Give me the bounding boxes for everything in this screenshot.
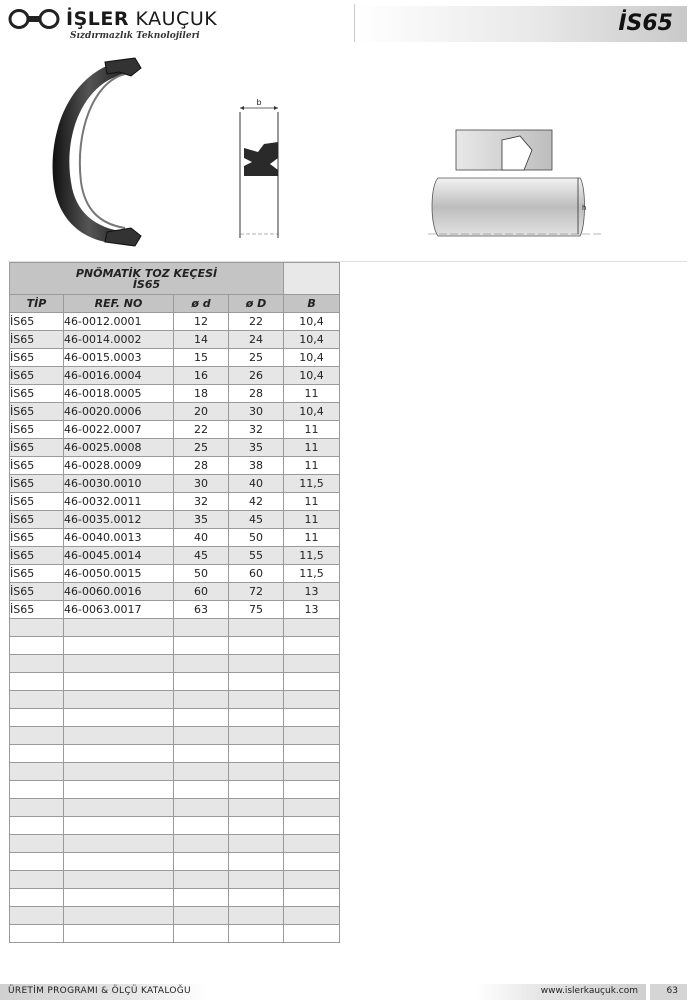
cell-inner-diameter: 40 [174, 529, 229, 547]
cell-inner-diameter: 50 [174, 565, 229, 583]
cell-inner-diameter [174, 889, 229, 907]
cell-inner-diameter [174, 691, 229, 709]
cell-ref-no [64, 673, 174, 691]
cell-tip [10, 925, 64, 943]
cell-ref-no [64, 763, 174, 781]
col-header-inner-diameter: ø d [174, 295, 229, 313]
cell-tip: İS65 [10, 547, 64, 565]
technical-drawings [0, 48, 695, 260]
table-row [10, 403, 340, 421]
cell-ref-no [64, 799, 174, 817]
page-header [0, 0, 695, 48]
cell-inner-diameter [174, 709, 229, 727]
table-title-line1: PNÖMATİK TOZ KEÇESİ [75, 266, 218, 280]
cell-ref-no [64, 691, 174, 709]
cell-inner-diameter: 18 [174, 385, 229, 403]
cell-tip [10, 907, 64, 925]
cell-width [284, 619, 340, 637]
table-title [10, 263, 284, 295]
cell-width [284, 853, 340, 871]
cell-width [284, 745, 340, 763]
table-row [10, 493, 340, 511]
cell-inner-diameter [174, 745, 229, 763]
cell-tip [10, 691, 64, 709]
cell-inner-diameter [174, 853, 229, 871]
seal-cross-section [230, 98, 290, 243]
table-row [10, 367, 340, 385]
brand-name [66, 8, 217, 30]
cell-tip [10, 709, 64, 727]
cell-tip: İS65 [10, 583, 64, 601]
table-row [10, 601, 340, 619]
cell-ref-no [64, 781, 174, 799]
product-code: İS65 [618, 11, 673, 36]
cell-tip [10, 889, 64, 907]
cell-width: 13 [284, 583, 340, 601]
table-row-empty [10, 889, 340, 907]
cell-width: 10,4 [284, 367, 340, 385]
cell-width: 10,4 [284, 313, 340, 331]
cell-inner-diameter [174, 655, 229, 673]
cell-tip [10, 835, 64, 853]
cell-tip [10, 781, 64, 799]
table-row [10, 331, 340, 349]
cell-inner-diameter: 30 [174, 475, 229, 493]
table-row-empty [10, 817, 340, 835]
table-row-empty [10, 619, 340, 637]
cell-ref-no: 46-0020.0006 [64, 403, 174, 421]
cell-width: 11 [284, 385, 340, 403]
cell-tip: İS65 [10, 601, 64, 619]
cell-outer-diameter [229, 709, 284, 727]
cell-tip [10, 871, 64, 889]
cell-outer-diameter [229, 655, 284, 673]
seal-installation-view [420, 126, 605, 241]
cell-outer-diameter [229, 691, 284, 709]
cell-tip [10, 817, 64, 835]
table-row-empty [10, 727, 340, 745]
cell-outer-diameter: 32 [229, 421, 284, 439]
footer-website-link[interactable]: www.islerkauçuk.com [540, 986, 638, 996]
cell-width: 11 [284, 529, 340, 547]
cell-width [284, 637, 340, 655]
cell-tip [10, 655, 64, 673]
brand-tagline: Sızdırmazlık Teknolojileri [70, 31, 200, 41]
footer-catalog-label [0, 984, 208, 1000]
brand-name-rest: KAUÇUK [135, 8, 218, 30]
cell-outer-diameter [229, 817, 284, 835]
table-row-empty [10, 907, 340, 925]
table-row [10, 475, 340, 493]
table-row-empty [10, 853, 340, 871]
cell-outer-diameter: 50 [229, 529, 284, 547]
cell-inner-diameter: 12 [174, 313, 229, 331]
cell-width: 10,4 [284, 403, 340, 421]
table-row-empty [10, 673, 340, 691]
cell-ref-no [64, 907, 174, 925]
cell-ref-no [64, 853, 174, 871]
cell-inner-diameter: 14 [174, 331, 229, 349]
table-row [10, 583, 340, 601]
cell-inner-diameter: 32 [174, 493, 229, 511]
cell-outer-diameter: 75 [229, 601, 284, 619]
cell-width [284, 817, 340, 835]
dim-label-h: h [582, 204, 587, 212]
cell-width [284, 907, 340, 925]
cell-tip: İS65 [10, 439, 64, 457]
cell-inner-diameter: 35 [174, 511, 229, 529]
cell-ref-no [64, 709, 174, 727]
cell-inner-diameter [174, 817, 229, 835]
cell-ref-no [64, 745, 174, 763]
cell-outer-diameter [229, 871, 284, 889]
table-row-empty [10, 763, 340, 781]
col-header-ref-no: REF. NO [64, 295, 174, 313]
cell-width: 10,4 [284, 331, 340, 349]
table-row-empty [10, 835, 340, 853]
cell-inner-diameter [174, 871, 229, 889]
table-body [10, 313, 340, 943]
cell-outer-diameter [229, 727, 284, 745]
brand-name-bold: İŞLER [66, 8, 129, 30]
cell-outer-diameter: 26 [229, 367, 284, 385]
cell-ref-no: 46-0030.0010 [64, 475, 174, 493]
cell-outer-diameter [229, 889, 284, 907]
cell-width: 11 [284, 493, 340, 511]
page-number: 63 [666, 986, 678, 996]
cell-tip [10, 727, 64, 745]
cell-inner-diameter: 16 [174, 367, 229, 385]
col-header-tip: TİP [10, 295, 64, 313]
table-row [10, 529, 340, 547]
cell-outer-diameter: 25 [229, 349, 284, 367]
company-logo [8, 6, 348, 42]
cell-ref-no [64, 655, 174, 673]
table-row-empty [10, 745, 340, 763]
cell-width: 11,5 [284, 547, 340, 565]
table-row [10, 439, 340, 457]
cell-ref-no: 46-0025.0008 [64, 439, 174, 457]
cell-width [284, 763, 340, 781]
cell-tip [10, 799, 64, 817]
table-row [10, 421, 340, 439]
cell-inner-diameter [174, 619, 229, 637]
cell-outer-diameter [229, 799, 284, 817]
cell-tip: İS65 [10, 349, 64, 367]
cell-tip: İS65 [10, 331, 64, 349]
cell-ref-no [64, 889, 174, 907]
table-row-empty [10, 781, 340, 799]
table-title-line2: İS65 [132, 277, 161, 291]
cell-tip: İS65 [10, 493, 64, 511]
cell-width [284, 799, 340, 817]
cell-outer-diameter: 22 [229, 313, 284, 331]
cell-inner-diameter: 22 [174, 421, 229, 439]
cell-width [284, 673, 340, 691]
cell-inner-diameter [174, 673, 229, 691]
cell-ref-no: 46-0045.0014 [64, 547, 174, 565]
table-row [10, 457, 340, 475]
cell-outer-diameter: 45 [229, 511, 284, 529]
cell-inner-diameter [174, 799, 229, 817]
cell-tip [10, 619, 64, 637]
cell-inner-diameter [174, 763, 229, 781]
table-header-row [10, 295, 340, 313]
cell-outer-diameter: 42 [229, 493, 284, 511]
cell-ref-no: 46-0016.0004 [64, 367, 174, 385]
table-row [10, 349, 340, 367]
cell-inner-diameter [174, 925, 229, 943]
cell-ref-no: 46-0018.0005 [64, 385, 174, 403]
cell-inner-diameter: 28 [174, 457, 229, 475]
cell-width [284, 925, 340, 943]
cell-tip: İS65 [10, 475, 64, 493]
cell-ref-no: 46-0060.0016 [64, 583, 174, 601]
cell-inner-diameter: 25 [174, 439, 229, 457]
cell-outer-diameter: 24 [229, 331, 284, 349]
dim-label-b: b [256, 98, 262, 107]
cell-ref-no: 46-0035.0012 [64, 511, 174, 529]
cell-width: 13 [284, 601, 340, 619]
cell-outer-diameter: 55 [229, 547, 284, 565]
cell-width [284, 727, 340, 745]
table-row-empty [10, 637, 340, 655]
cell-tip: İS65 [10, 367, 64, 385]
cell-ref-no [64, 727, 174, 745]
cell-ref-no: 46-0012.0001 [64, 313, 174, 331]
cell-width [284, 655, 340, 673]
cell-ref-no: 46-0015.0003 [64, 349, 174, 367]
cell-outer-diameter [229, 637, 284, 655]
dimension-table [9, 262, 340, 943]
cell-inner-diameter: 63 [174, 601, 229, 619]
cell-outer-diameter: 28 [229, 385, 284, 403]
seal-3d-view [45, 52, 145, 252]
cell-tip [10, 637, 64, 655]
footer-website-band [476, 984, 646, 1000]
cell-tip [10, 745, 64, 763]
table-row-empty [10, 871, 340, 889]
cell-width: 11 [284, 421, 340, 439]
table-row-empty [10, 709, 340, 727]
table-row-empty [10, 655, 340, 673]
cell-ref-no: 46-0014.0002 [64, 331, 174, 349]
logo-rings-icon [8, 8, 60, 30]
table-row [10, 385, 340, 403]
cell-width: 11 [284, 439, 340, 457]
cell-width [284, 781, 340, 799]
cell-inner-diameter [174, 781, 229, 799]
cell-inner-diameter: 60 [174, 583, 229, 601]
cell-outer-diameter [229, 853, 284, 871]
cell-outer-diameter [229, 907, 284, 925]
cell-inner-diameter: 45 [174, 547, 229, 565]
table-row [10, 511, 340, 529]
cell-inner-diameter [174, 727, 229, 745]
table-row [10, 313, 340, 331]
cell-width: 11 [284, 457, 340, 475]
cell-ref-no: 46-0022.0007 [64, 421, 174, 439]
col-header-width: B [284, 295, 340, 313]
page-number-box [650, 984, 687, 1000]
cell-width [284, 691, 340, 709]
cell-ref-no [64, 925, 174, 943]
cell-width [284, 835, 340, 853]
cell-width: 10,4 [284, 349, 340, 367]
cell-inner-diameter [174, 907, 229, 925]
table-row-empty [10, 691, 340, 709]
cell-ref-no: 46-0040.0013 [64, 529, 174, 547]
cell-outer-diameter [229, 673, 284, 691]
cell-tip: İS65 [10, 313, 64, 331]
cell-tip [10, 673, 64, 691]
cell-ref-no [64, 871, 174, 889]
cell-width: 11,5 [284, 565, 340, 583]
cell-tip [10, 853, 64, 871]
footer-catalog-text: ÜRETİM PROGRAMI & ÖLÇÜ KATALOĞU [8, 986, 191, 996]
table-title-blank-cell [284, 263, 340, 295]
cell-inner-diameter: 15 [174, 349, 229, 367]
cell-tip: İS65 [10, 529, 64, 547]
cell-width [284, 709, 340, 727]
cell-outer-diameter: 40 [229, 475, 284, 493]
cell-outer-diameter [229, 925, 284, 943]
table-row [10, 565, 340, 583]
cell-inner-diameter [174, 637, 229, 655]
cell-outer-diameter: 60 [229, 565, 284, 583]
cell-outer-diameter [229, 745, 284, 763]
table-row-empty [10, 925, 340, 943]
cell-tip: İS65 [10, 457, 64, 475]
cell-width: 11 [284, 511, 340, 529]
cell-tip: İS65 [10, 421, 64, 439]
cell-outer-diameter [229, 781, 284, 799]
cell-ref-no [64, 835, 174, 853]
cell-outer-diameter [229, 763, 284, 781]
cell-tip: İS65 [10, 403, 64, 421]
cell-ref-no: 46-0063.0017 [64, 601, 174, 619]
cell-outer-diameter [229, 619, 284, 637]
header-divider [354, 4, 355, 42]
cell-outer-diameter: 38 [229, 457, 284, 475]
cell-ref-no: 46-0050.0015 [64, 565, 174, 583]
cell-ref-no [64, 637, 174, 655]
cell-tip: İS65 [10, 565, 64, 583]
cell-outer-diameter: 30 [229, 403, 284, 421]
cell-width [284, 889, 340, 907]
cell-ref-no: 46-0028.0009 [64, 457, 174, 475]
cell-width: 11,5 [284, 475, 340, 493]
cell-outer-diameter [229, 835, 284, 853]
cell-outer-diameter: 35 [229, 439, 284, 457]
cell-inner-diameter [174, 835, 229, 853]
table-row-empty [10, 799, 340, 817]
cell-tip: İS65 [10, 385, 64, 403]
cell-ref-no [64, 619, 174, 637]
cell-outer-diameter: 72 [229, 583, 284, 601]
cell-inner-diameter: 20 [174, 403, 229, 421]
col-header-outer-diameter: ø D [229, 295, 284, 313]
cell-width [284, 871, 340, 889]
cell-tip [10, 763, 64, 781]
table-row [10, 547, 340, 565]
product-code-band [356, 6, 687, 42]
cell-tip: İS65 [10, 511, 64, 529]
cell-ref-no [64, 817, 174, 835]
cell-ref-no: 46-0032.0011 [64, 493, 174, 511]
